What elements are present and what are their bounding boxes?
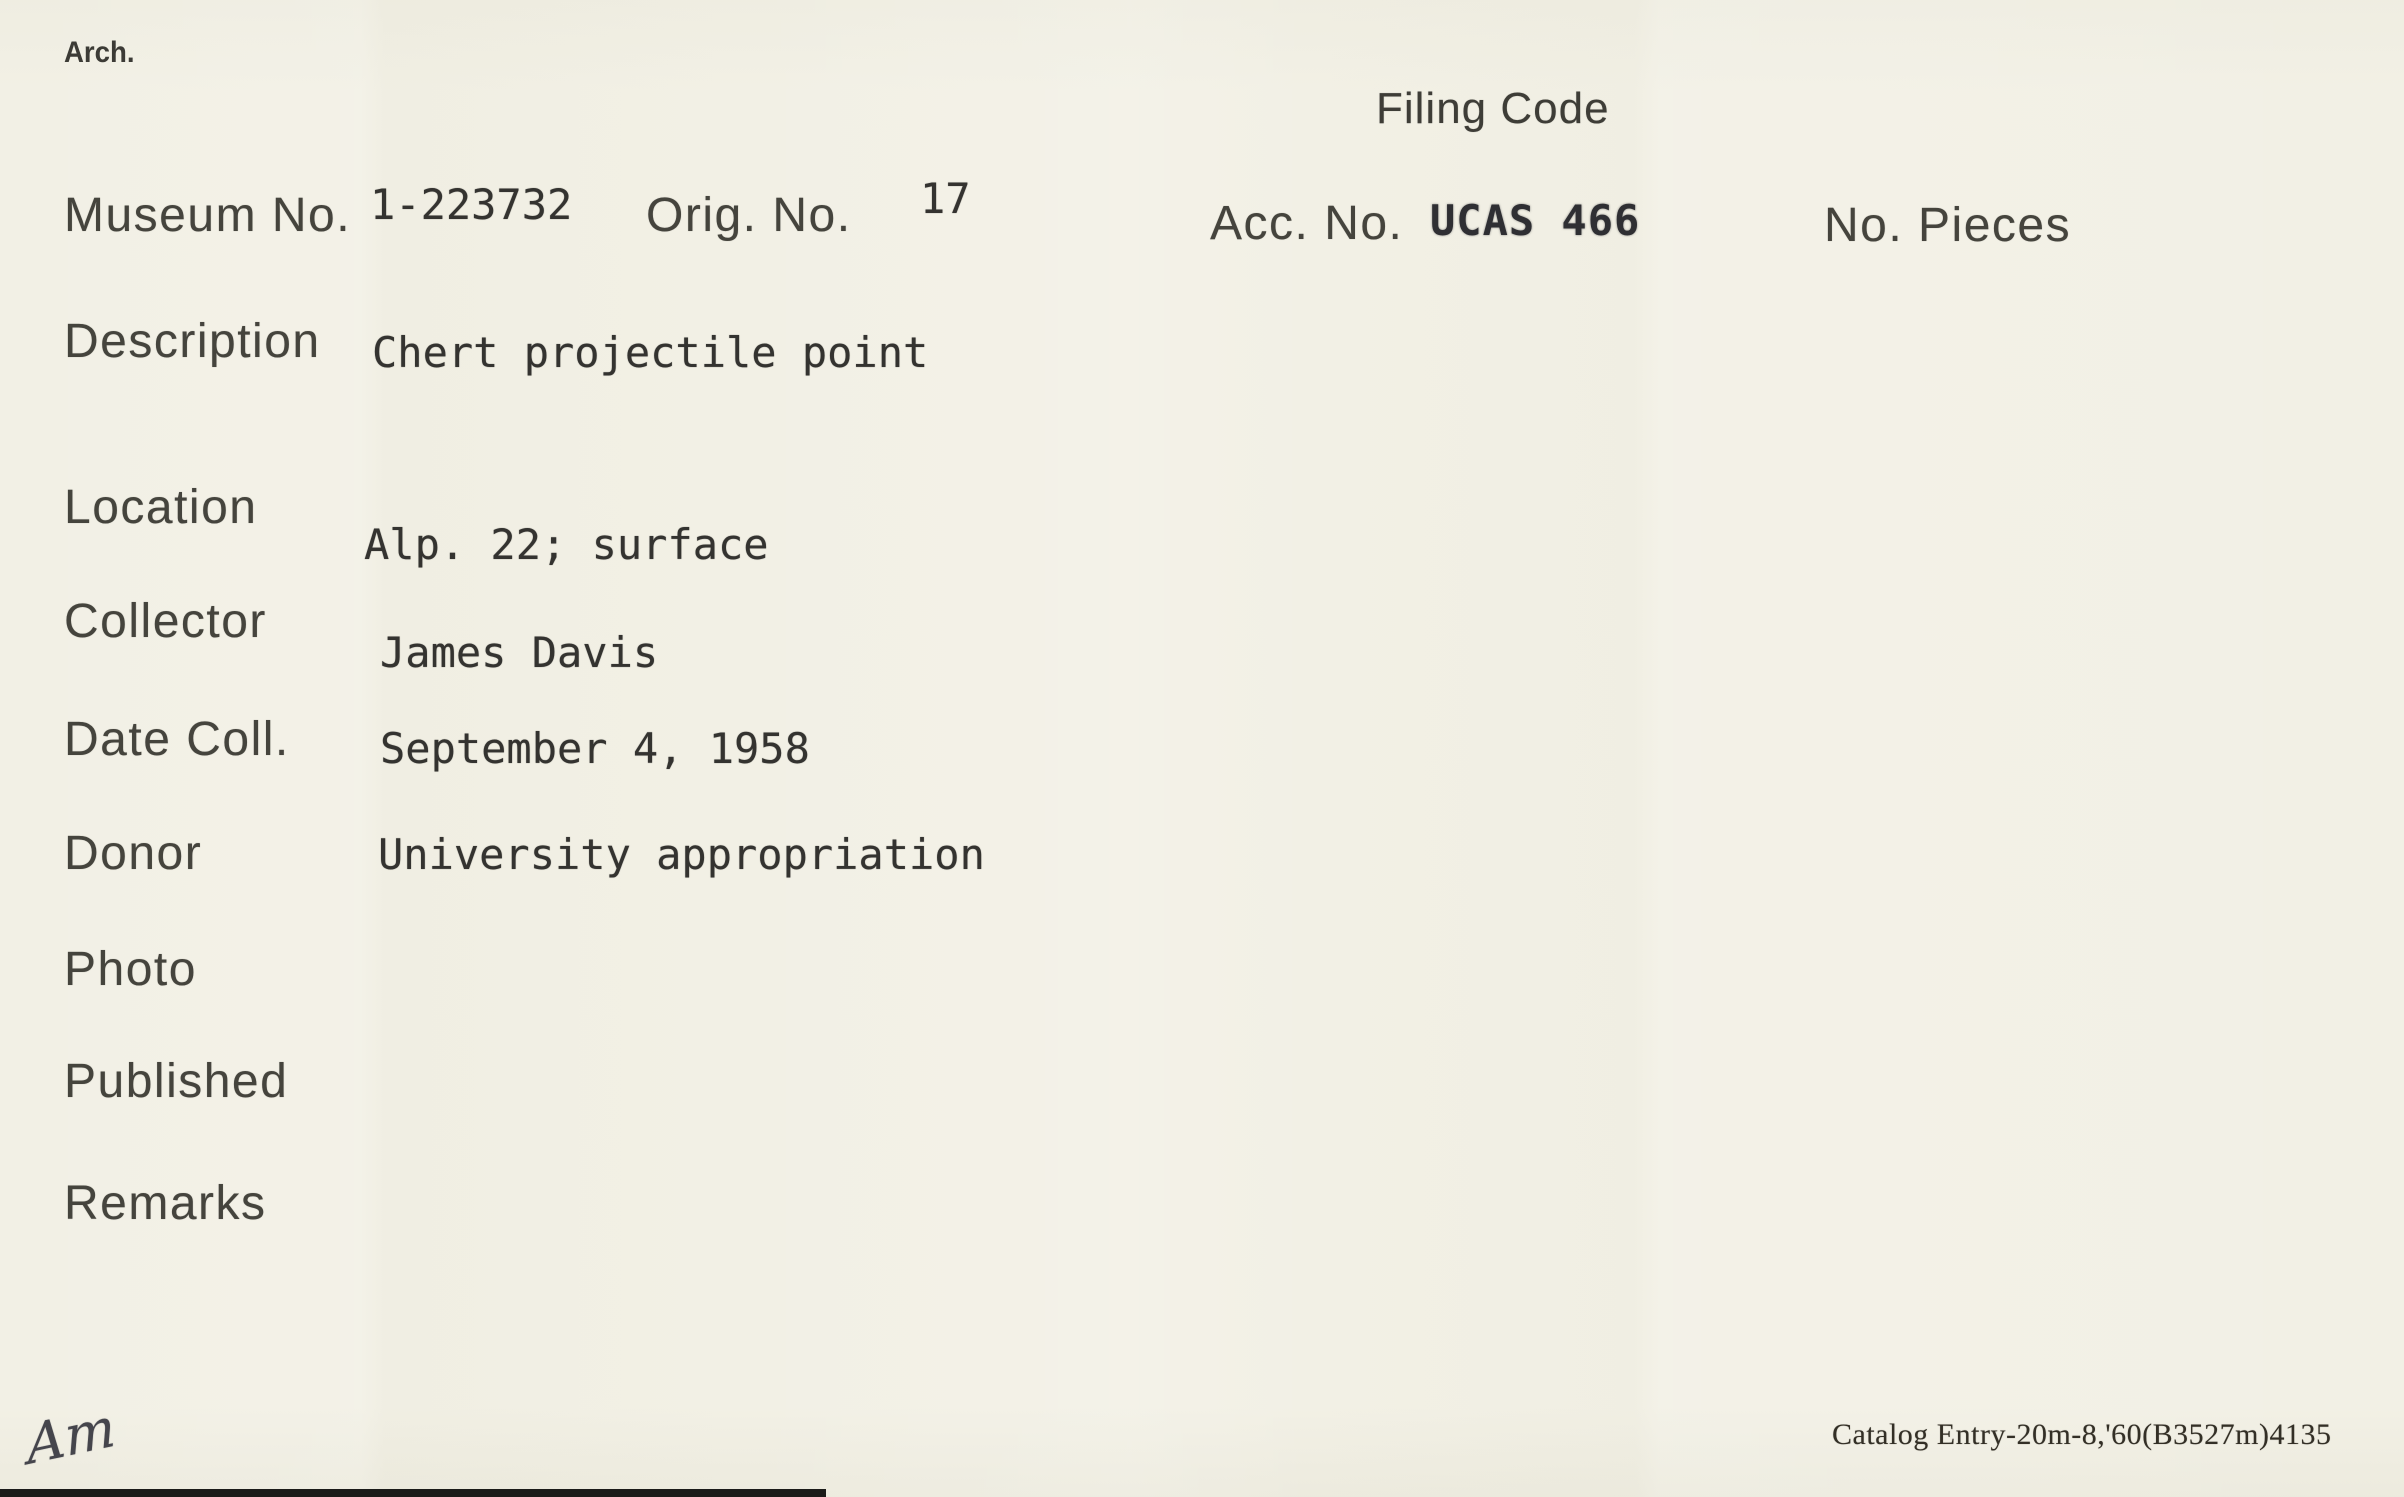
handwritten-initials: Am [23,1395,119,1477]
location-value: Alp. 22; surface [364,520,769,569]
published-label: Published [64,1055,289,1108]
remarks-label: Remarks [64,1177,267,1230]
museum-no-value: 1-223732 [370,180,573,229]
photo-label: Photo [64,943,197,996]
location-label: Location [64,481,258,534]
collector-value: James Davis [380,628,659,677]
description-value: Chert projectile point [372,328,929,377]
filing-code-heading: Filing Code [1376,84,1610,133]
acc-no-value: UCAS 466 [1430,196,1641,245]
donor-value: University appropriation [378,830,985,879]
date-coll-value: September 4, 1958 [380,724,810,773]
footer-print-code: Catalog Entry-20m-8,'60(B3527m)4135 [1832,1418,2332,1451]
orig-no-value: 17 [920,174,971,223]
museum-no-label: Museum No. [64,189,352,242]
acc-no-label: Acc. No. [1210,197,1404,250]
donor-label: Donor [64,827,203,880]
archive-corner-note: Arch. [64,36,135,69]
scan-edge-artifact [0,1489,826,1497]
no-pieces-label: No. Pieces [1824,199,2072,252]
orig-no-label: Orig. No. [646,189,852,242]
description-label: Description [64,315,321,368]
date-coll-label: Date Coll. [64,713,290,766]
collector-label: Collector [64,595,267,648]
